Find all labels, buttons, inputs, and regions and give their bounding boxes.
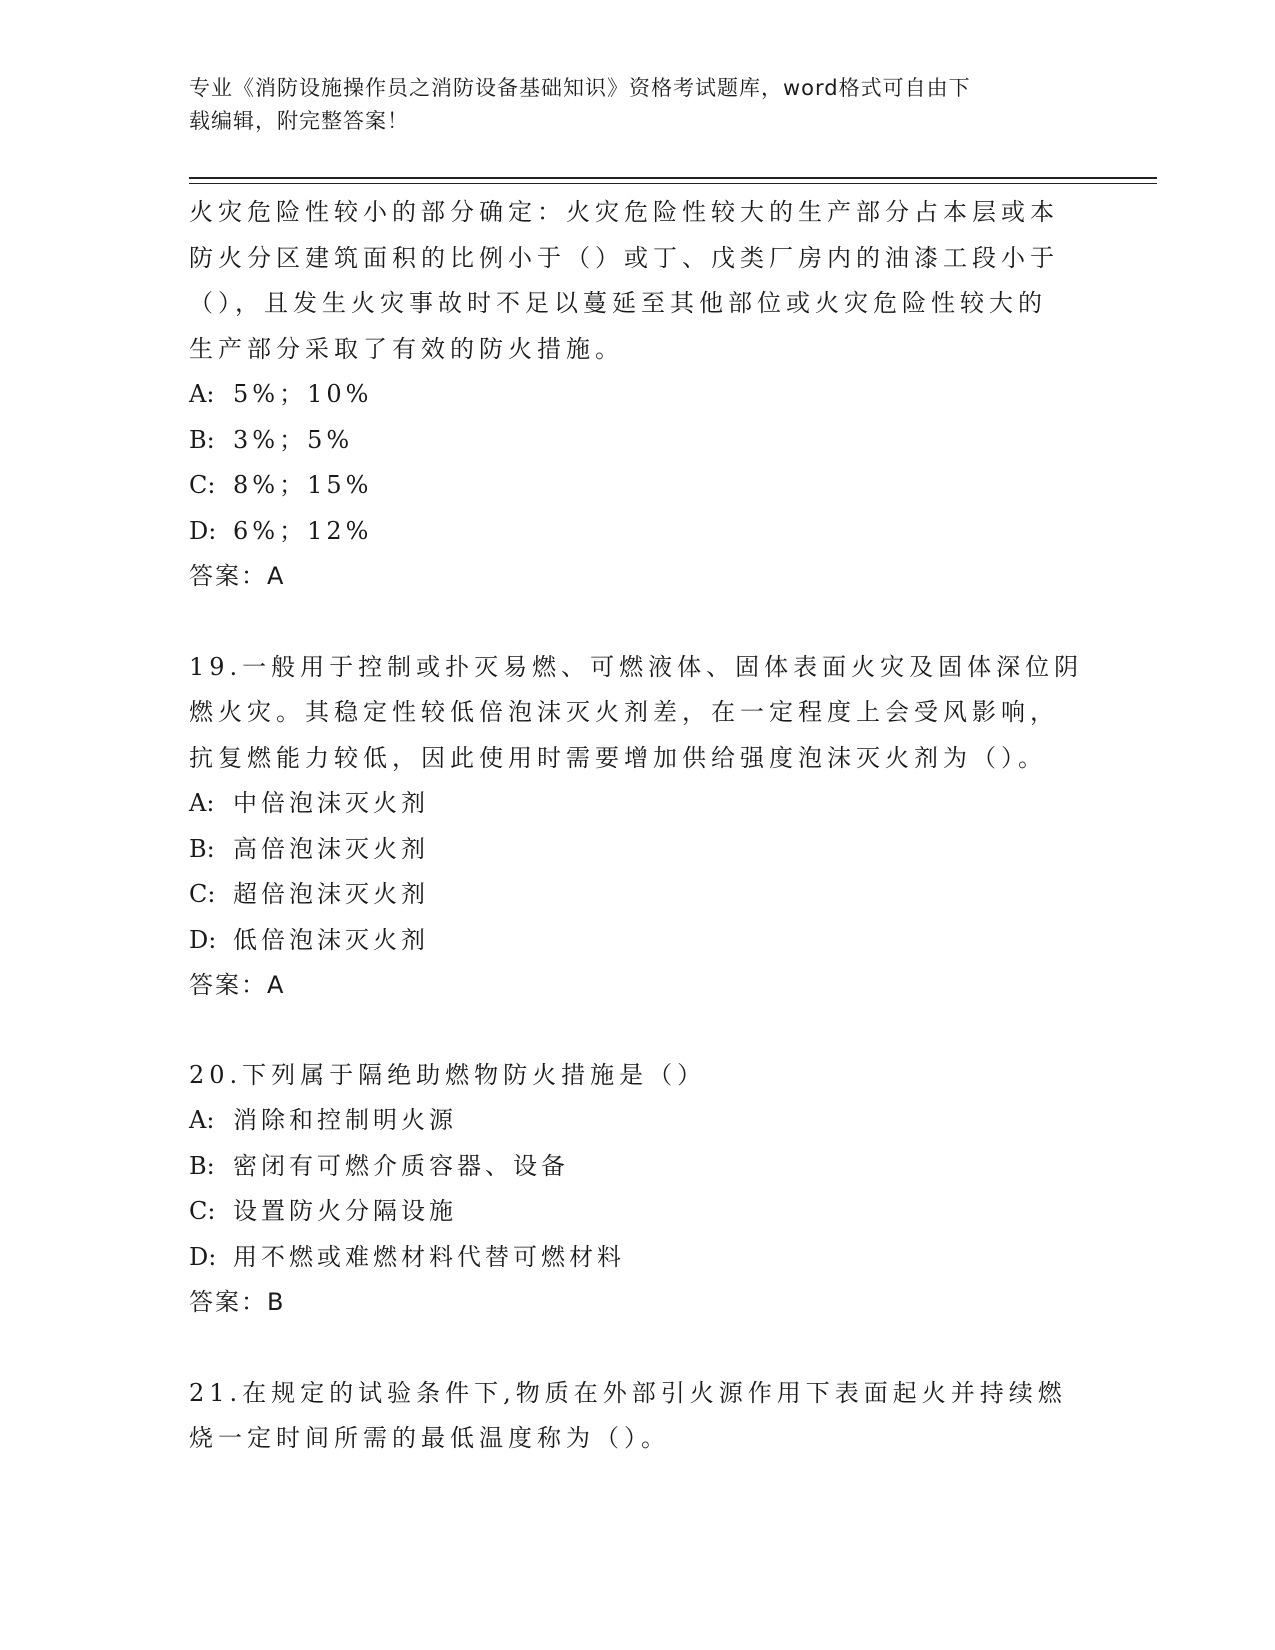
question-stem-line: 生产部分采取了有效的防火措施。 xyxy=(189,334,624,363)
answer: 答案：B xyxy=(189,1288,286,1316)
option-a: A: 消除和控制明火源 xyxy=(189,1106,457,1134)
spacer xyxy=(189,1009,1089,1053)
question-stem-line: 烧一定时间所需的最低温度称为（）。 xyxy=(189,1424,670,1452)
answer: 答案：A xyxy=(189,562,286,590)
option-b: B: 3%；5% xyxy=(189,425,354,454)
question-stem-line: 20.下列属于隔绝助燃物防火措施是（） xyxy=(189,1060,707,1089)
header-rule-thin xyxy=(189,183,1157,184)
option-c: C: 8%；15% xyxy=(189,471,373,499)
question-stem-line: 燃火灾。其稳定性较低倍泡沫灭火剂差，在一定程度上会受风影响， xyxy=(189,698,1059,726)
question-19 xyxy=(189,645,1089,1009)
question-stem-line: 火灾危险性较小的部分确定：火灾危险性较大的生产部分占本层或本 xyxy=(189,198,1059,226)
header-rule-thick xyxy=(189,177,1157,179)
header-line-1: 专业《消防设施操作员之消防设备基础知识》资格考试题库，word格式可自由下 xyxy=(189,76,971,100)
option-b: B: 密闭有可燃介质容器、设备 xyxy=(189,1151,569,1180)
question-list xyxy=(189,190,1089,1462)
option-c: C: 设置防火分隔设施 xyxy=(189,1197,457,1225)
question-stem-line: （），且发生火灾事故时不足以蔓延至其他部位或火灾危险性较大的 xyxy=(189,289,1047,317)
option-d: D: 6%；12% xyxy=(189,516,373,545)
question-18 xyxy=(189,190,1089,600)
option-a: A: 5%；10% xyxy=(189,380,373,408)
question-stem-line: 21.在规定的试验条件下,物质在外部引火源作用下表面起火并持续燃 xyxy=(189,1378,1067,1407)
question-stem-line: 防火分区建筑面积的比例小于（）或丁、戊类厂房内的油漆工段小于 xyxy=(189,243,1059,272)
option-c: C: 超倍泡沫灭火剂 xyxy=(189,880,429,908)
spacer xyxy=(189,600,1089,645)
question-stem-line: 抗复燃能力较低，因此使用时需要增加供给强度泡沫灭火剂为（）。 xyxy=(189,743,1047,772)
option-b: B: 高倍泡沫灭火剂 xyxy=(189,834,429,863)
question-20 xyxy=(189,1053,1089,1326)
question-21 xyxy=(189,1371,1089,1462)
header-line-2: 载编辑，附完整答案！ xyxy=(189,109,409,133)
option-d: D: 低倍泡沫灭火剂 xyxy=(189,925,429,954)
document-header xyxy=(189,72,1079,138)
spacer xyxy=(189,1326,1089,1371)
option-a: A: 中倍泡沫灭火剂 xyxy=(189,789,429,817)
answer: 答案：A xyxy=(189,971,286,999)
option-d: D: 用不燃或难燃材料代替可燃材料 xyxy=(189,1242,625,1271)
question-stem-line: 19.一般用于控制或扑灭易燃、可燃液体、固体表面火灾及固体深位阴 xyxy=(189,652,1084,681)
